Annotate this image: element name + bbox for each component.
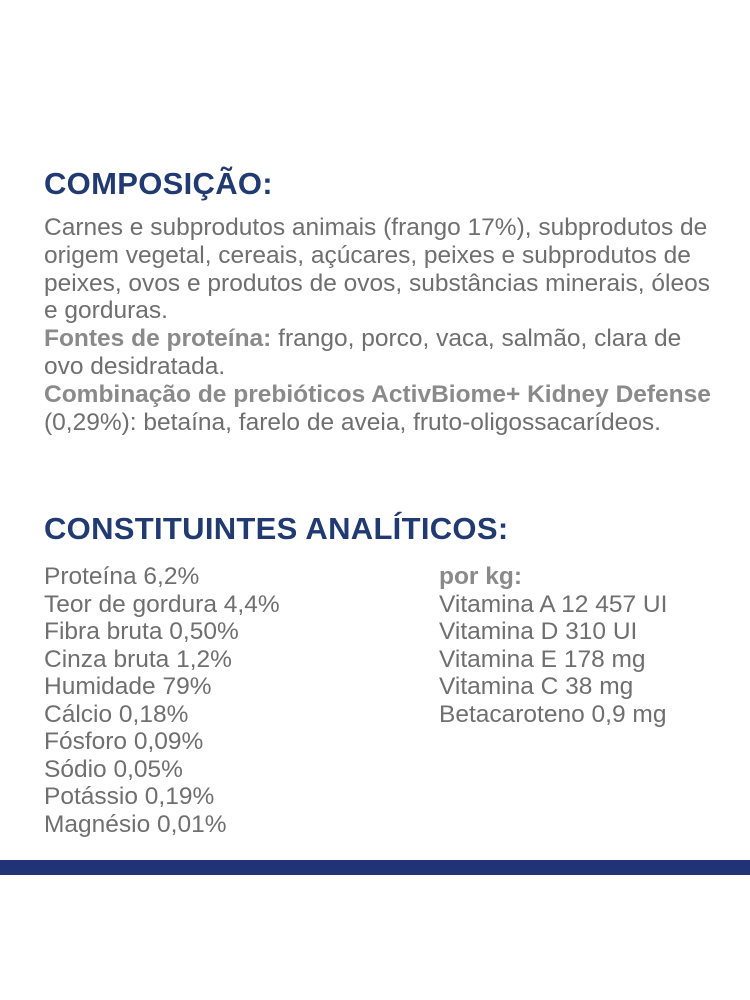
composition-block [44, 214, 724, 436]
vitamin-item: Vitamina E 178 mg [439, 645, 646, 673]
analytic-list-right [439, 563, 667, 728]
protein-sources [44, 325, 724, 381]
composition-heading: COMPOSIÇÃO: [44, 166, 273, 201]
prebiotics-text: (0,29%): betaína, farelo de aveia, fruto-oligossacarídeos. [44, 408, 661, 436]
vitamin-item: Vitamina D 310 UI [439, 618, 638, 645]
ingredients-text: Carnes e subprodutos animais (frango 17%), subprodutos de origem vegetal, cereais, açúcares, peixes e subprodutos de peixes, ovos e produtos de ovos, substâncias minerais, óleos e gorduras. [44, 214, 710, 325]
analytic-list-left [44, 563, 280, 838]
vitamin-item: Vitamina C 38 mg [439, 673, 634, 700]
prebiotics-label: Combinação de prebióticos ActivBiome+ Kidney Defense [44, 380, 711, 408]
vitamin-item: Betacaroteno 0,9 mg [439, 700, 667, 728]
vitamin-item: Vitamina A 12 457 UI [439, 590, 668, 618]
analytic-item: Magnésio 0,01% [44, 810, 227, 838]
protein-sources-text: frango, porco, vaca, salmão, clara de ovo desidratada. [44, 325, 682, 380]
bottom-divider-band [0, 860, 750, 875]
per-kg-label: por kg: [439, 563, 523, 590]
analytic-item: Potássio 0,19% [44, 783, 215, 810]
analytic-item: Cálcio 0,18% [44, 700, 189, 728]
analytic-item: Fibra bruta 0,50% [44, 618, 239, 645]
prebiotics [44, 381, 724, 437]
analytic-item: Cinza bruta 1,2% [44, 645, 232, 673]
analytic-heading: CONSTITUINTES ANALÍTICOS: [44, 511, 509, 546]
analytic-item: Proteína 6,2% [44, 563, 200, 590]
analytic-item: Fósforo 0,09% [44, 728, 204, 755]
analytic-item: Humidade 79% [44, 673, 212, 700]
protein-sources-label: Fontes de proteína: [44, 325, 272, 353]
analytic-item: Teor de gordura 4,4% [44, 590, 280, 618]
analytic-item: Sódio 0,05% [44, 755, 183, 783]
